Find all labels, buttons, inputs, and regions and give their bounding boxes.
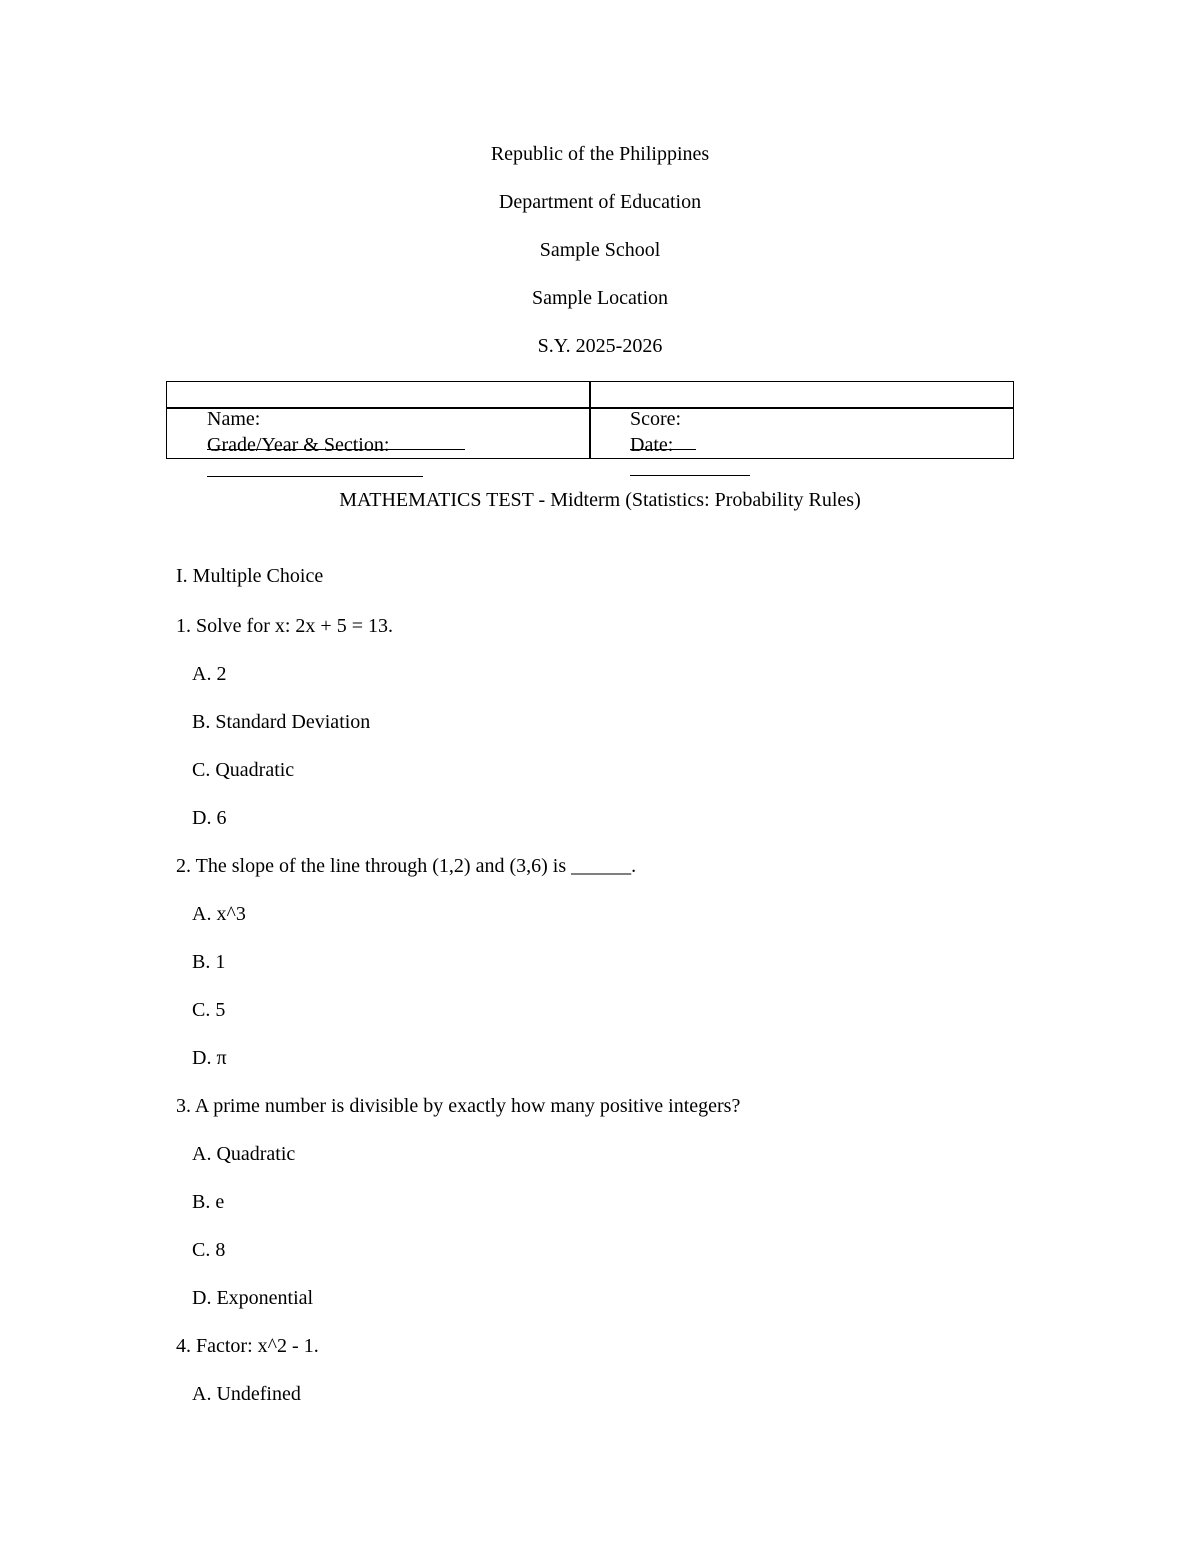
question-3: 3. A prime number is divisible by exactly how many positive integers? — [176, 1095, 741, 1117]
q1-choice-c: C. Quadratic — [192, 759, 295, 781]
location-heading: Sample Location — [531, 287, 669, 309]
q1-choice-d: D. 6 — [192, 807, 227, 829]
q2-choice-b: B. 1 — [192, 951, 226, 973]
question-1: 1. Solve for x: 2x + 5 = 13. — [176, 615, 393, 637]
table-divider-vertical — [589, 382, 591, 458]
student-info-table — [166, 381, 1014, 459]
q1-choice-a: A. 2 — [192, 663, 227, 685]
date-label: Date: — [630, 434, 674, 456]
name-label: Name: — [207, 408, 261, 430]
country-heading: Republic of the Philippines — [490, 143, 710, 165]
q2-choice-c: C. 5 — [192, 999, 226, 1021]
score-label: Score: — [630, 408, 682, 430]
q3-choice-c: C. 8 — [192, 1239, 226, 1261]
q2-choice-a: A. x^3 — [192, 903, 246, 925]
section-title: I. Multiple Choice — [176, 565, 324, 587]
question-2: 2. The slope of the line through (1,2) and (3,6) is ______. — [176, 855, 637, 877]
q3-choice-b: B. e — [192, 1191, 225, 1213]
grade-blank[interactable] — [207, 458, 423, 477]
date-blank[interactable] — [630, 457, 750, 476]
school-year-heading: S.Y. 2025-2026 — [537, 335, 663, 357]
q1-choice-b: B. Standard Deviation — [192, 711, 371, 733]
school-heading: Sample School — [539, 239, 661, 261]
q3-choice-d: D. Exponential — [192, 1287, 314, 1309]
question-4: 4. Factor: x^2 - 1. — [176, 1335, 319, 1357]
q2-choice-d: D. π — [192, 1047, 227, 1069]
test-title: MATHEMATICS TEST - Midterm (Statistics: Probability Rules) — [339, 489, 861, 511]
q4-choice-a: A. Undefined — [192, 1383, 301, 1405]
grade-label: Grade/Year & Section: — [207, 434, 390, 456]
department-heading: Department of Education — [498, 191, 702, 213]
q3-choice-a: A. Quadratic — [192, 1143, 296, 1165]
